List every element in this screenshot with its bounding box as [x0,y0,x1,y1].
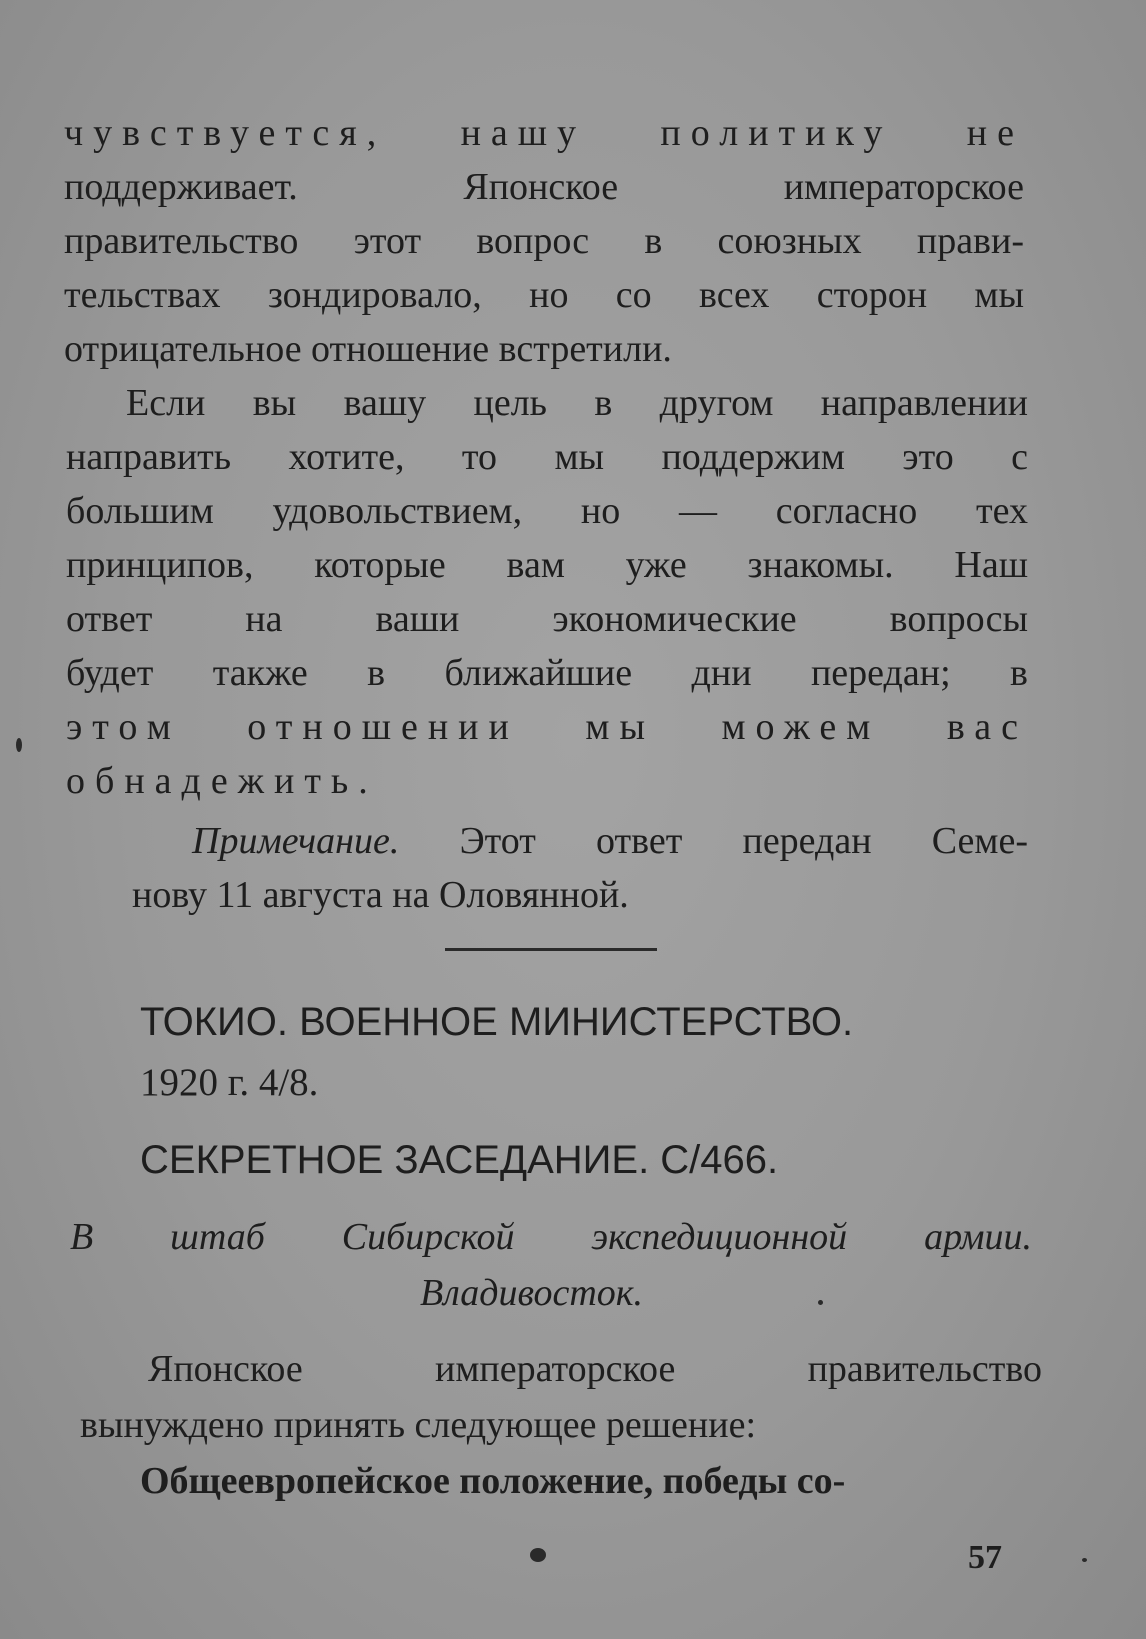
body-text-line: тельствах зондировало, но со всех сторон мы [64,274,1024,316]
addressee-line: В штаб Сибирской экспедиционной армии. [70,1216,1032,1258]
note-label: Примечание. [192,820,400,862]
document-header-line: ТОКИО. ВОЕННОЕ МИНИСТЕРСТВО. [140,1000,854,1044]
note-line: нову 11 августа на Оловянной. [132,874,629,916]
body-text-line: отрицательное отношение встретили. [64,328,672,370]
body-text-line: будет также в ближайшие дни передан; в [66,652,1028,694]
ink-speck [818,1300,823,1305]
body-text-line: направить хотите, то мы поддержим это с [66,436,1028,478]
body-text-line: принципов, которые вам уже знакомы. Наш [66,544,1028,586]
body-text-line: Если вы вашу цель в другом направлении [126,382,1028,424]
section-divider [445,948,657,951]
body-text-line: поддерживает. Японское императорское [64,166,1024,208]
ink-speck [16,738,22,752]
note-text: Этот ответ передан Семе- [399,820,1028,862]
body-text-line: обнадежить. [66,760,378,802]
body-text-line: Японское императорское правительство [148,1348,1042,1390]
body-text-line: чувствуется, нашу политику не [64,112,1024,154]
body-text-line: ответ на ваши экономические вопросы [66,598,1028,640]
body-text-line: этом отношении мы можем вас [66,706,1028,748]
body-text-line: Общеевропейское положение, победы со- [140,1460,846,1502]
document-session-line: СЕКРЕТНОЕ ЗАСЕДАНИЕ. С/466. [140,1138,779,1182]
ink-speck [1082,1558,1087,1562]
ink-speck [530,1548,546,1562]
document-date: 1920 г. 4/8. [140,1061,319,1104]
body-text-line: большим удовольствием, но — согласно тех [66,490,1028,532]
body-text-line: правительство этот вопрос в союзных прави- [64,220,1024,262]
body-text-line: вынуждено принять следующее решение: [80,1404,757,1446]
page-number: 57 [968,1539,1002,1576]
addressee-city: Владивосток. [420,1272,644,1314]
note-line [192,818,1028,864]
